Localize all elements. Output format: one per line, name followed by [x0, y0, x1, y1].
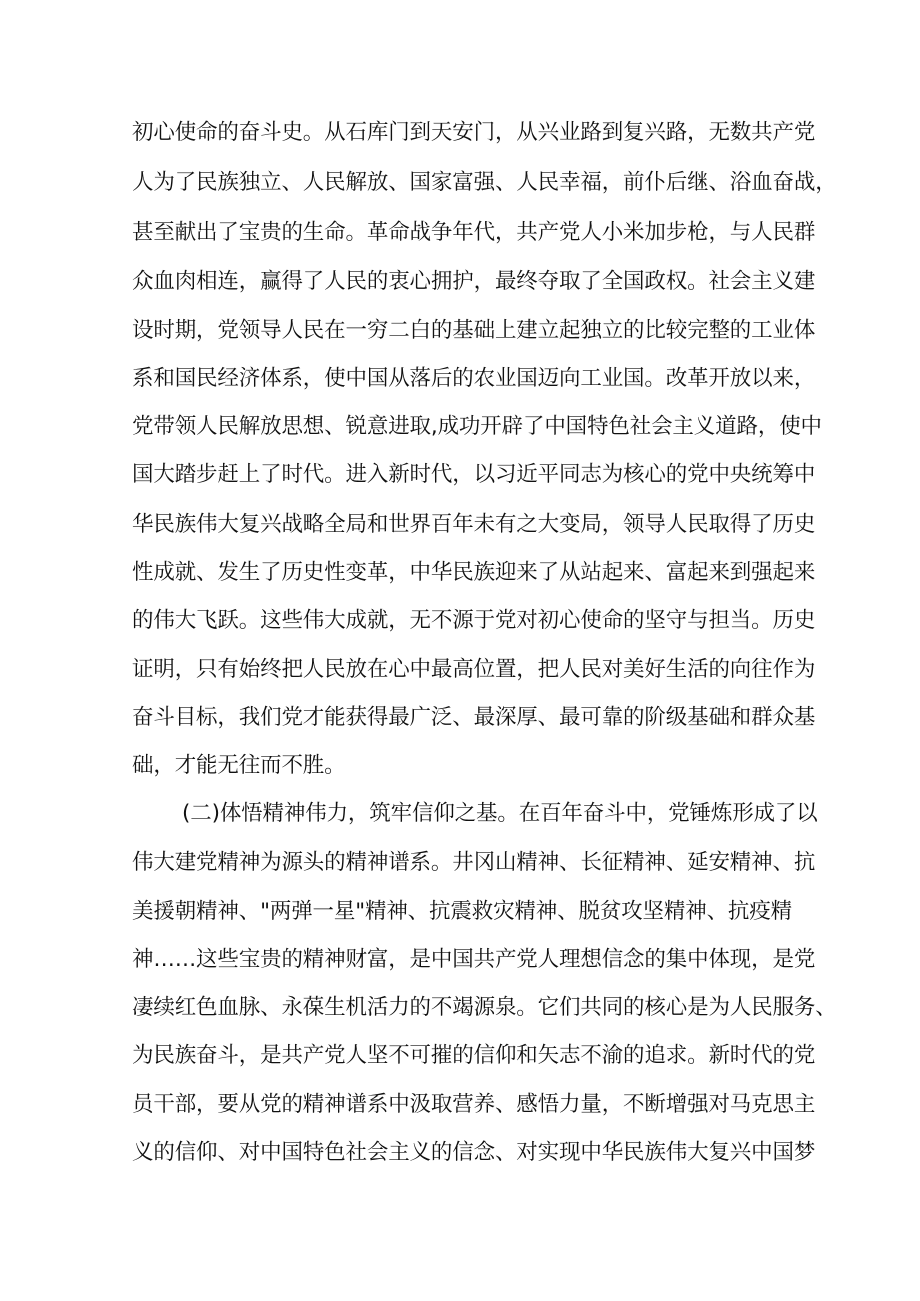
text-line: 人为了民族独立、人民解放、国家富强、人民幸福，前仆后继、浴血奋战， — [132, 170, 837, 195]
text-line: 础，才能无往而不胜。 — [132, 753, 346, 778]
text-line: 凄续红色血脉、永葆生机活力的不竭源泉。它们共同的核心是为人民服务、 — [132, 995, 837, 1020]
text-line: 初心使命的奋斗史。从石库门到天安门，从兴业路到复兴路，无数共产党 — [132, 120, 816, 145]
text-line: 性成就、发生了历史性变革，中华民族迎来了从站起来、富起来到强起来 — [132, 560, 816, 585]
paragraph-heading-line: (二)体悟精神伟力，筑牢信仰之基。在百年奋斗中，党锤炼形成了以 — [182, 801, 818, 826]
text-line: 美援朝精神、"两弹一星"精神、抗震救灾精神、脱贫攻坚精神、抗疫精 — [132, 899, 792, 924]
text-line: 神……这些宝贵的精神财富，是中国共产党人理想信念的集中体现，是党 — [132, 947, 816, 972]
text-line: 义的信仰、对中国特色社会主义的信念、对实现中华民族伟大复兴中国梦 — [132, 1140, 816, 1165]
text-line: 员干部，要从党的精神谱系中汲取营养、感悟力量，不断增强对马克思主 — [132, 1092, 816, 1117]
text-line: 华民族伟大复兴战略全局和世界百年未有之大变局，领导人民取得了历史 — [132, 512, 816, 537]
text-line: 设时期，党领导人民在一穷二白的基础上建立起独立的比较完整的工业体 — [132, 318, 816, 343]
text-line: 系和国民经济体系，使中国从落后的农业国迈向工业国。改革开放以来， — [132, 366, 816, 391]
text-line: 证明，只有始终把人民放在心中最高位置，把人民对美好生活的向往作为 — [132, 657, 816, 682]
text-line: 伟大建党精神为源头的精神谱系。井冈山精神、长征精神、延安精神、抗 — [132, 850, 816, 875]
text-line: 的伟大飞跃。这些伟大成就，无不源于党对初心使命的坚守与担当。历史 — [132, 608, 816, 633]
text-line: 国大踏步赶上了时代。进入新时代，以习近平同志为核心的党中央统筹中 — [132, 462, 816, 487]
text-line: 奋斗目标，我们党才能获得最广泛、最深厚、最可靠的阶级基础和群众基 — [132, 705, 816, 730]
text-line: 众血肉相连，赢得了人民的衷心拥护，最终夺取了全国政权。社会主义建 — [132, 269, 816, 294]
text-line: 甚至献出了宝贵的生命。革命战争年代，共产党人小米加步枪，与人民群 — [132, 220, 816, 245]
text-line: 党带领人民解放思想、锐意进取,成功开辟了中国特色社会主义道路，使中 — [132, 414, 822, 439]
text-line: 为民族奋斗，是共产党人坚不可摧的信仰和矢志不渝的追求。新时代的党 — [132, 1043, 816, 1068]
